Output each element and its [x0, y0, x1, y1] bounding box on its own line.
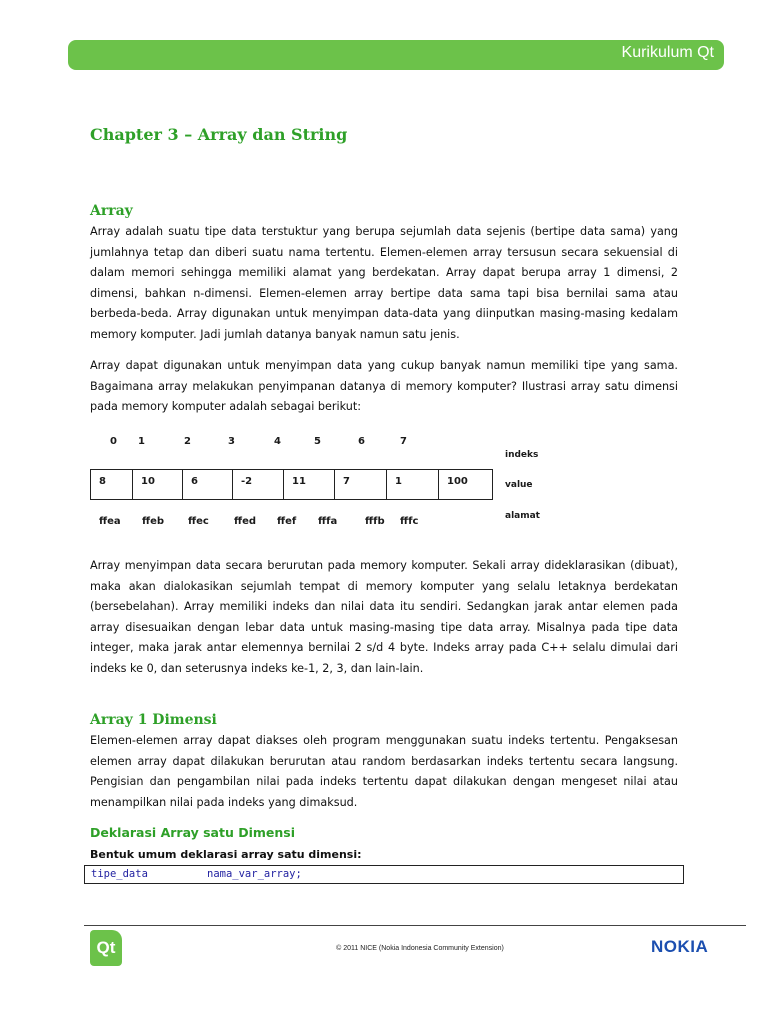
- header-bar: [68, 40, 724, 70]
- form-label: Bentuk umum deklarasi array satu dimensi:: [90, 848, 362, 861]
- diagram-index: 0: [110, 436, 117, 447]
- array-cell: 10: [133, 470, 183, 499]
- diagram-address: ffea: [99, 516, 121, 527]
- array-cell: 7: [335, 470, 387, 499]
- diagram-index: 6: [358, 436, 365, 447]
- paragraph-array-illustration: Array dapat digunakan untuk menyimpan data yang cukup banyak namun memiliki tipe yang sama. Bagaimana array melakukan penyimpanan datanya di memory komputer? Ilustrasi array satu dimensi pada memory komputer adalah sebagai berikut:: [90, 359, 678, 413]
- diagram-address: fffa: [318, 516, 338, 527]
- array-cell: 8: [91, 470, 133, 499]
- code-name: nama_var_array;: [207, 868, 302, 880]
- array-diagram: [90, 430, 590, 540]
- diagram-address: fffc: [400, 516, 419, 527]
- diagram-address: ffec: [188, 516, 209, 527]
- array-cell: 1: [387, 470, 439, 499]
- code-type: tipe_data: [91, 868, 148, 880]
- footer-divider: [84, 925, 746, 926]
- paragraph-array-memory: Array menyimpan data secara berurutan pada memory komputer. Sekali array dideklarasikan (dibuat), maka akan dialokasikan sejumlah tempat di memory komputer yang selalu letaknya berdekatan (bersebelahan). Array memiliki indeks dan nilai data itu sendiri. Sedangkan jarak antar elemen pada array disesuaikan dengan lebar data untuk masing-masing tipe data array. Misalnya pada tipe data integer, maka jarak antar elemennya bernilai 2 s/d 4 byte. Indeks array pada C++ selalu dimulai dari indeks ke 0, dan seterusnya indeks ke-1, 2, 3, dan lain-lain.: [90, 559, 678, 675]
- subheading-deklarasi: Deklarasi Array satu Dimensi: [90, 825, 296, 840]
- code-box: [84, 865, 684, 884]
- diagram-index: 3: [228, 436, 235, 447]
- diagram-index: 7: [400, 436, 407, 447]
- diagram-index: 2: [184, 436, 191, 447]
- qt-logo: Qt: [90, 930, 122, 966]
- paragraph-array-1d: Elemen-elemen array dapat diakses oleh program menggunakan suatu indeks tertentu. Pengaksesan elemen array dapat dilakukan berurutan atau random berdasarkan indeks tertentu secara langsung. Pengisian dan pengambilan nilai pada indeks tertentu dapat dilakukan dengan mengeset nilai atau menampilkan nilai pada indeks yang dimaksud.: [90, 734, 678, 809]
- diagram-index: 5: [314, 436, 321, 447]
- label-value: value: [505, 480, 533, 490]
- header-brand: Kurikulum Qt: [621, 44, 714, 61]
- diagram-address: ffef: [277, 516, 297, 527]
- section-title-array-1d: Array 1 Dimensi: [90, 712, 217, 728]
- footer-copyright: © 2011 NICE (Nokia Indonesia Community Extension): [336, 945, 504, 952]
- diagram-address: ffeb: [142, 516, 165, 527]
- paragraph-array-intro: Array adalah suatu tipe data terstuktur yang berupa sejumlah data sejenis (bertipe data sama) yang jumlahnya tetap dan diberi suatu nama tertentu. Elemen-elemen array tersusun secara sekuensial di dalam memori sehingga memiliki alamat yang berdekatan. Array dapat berupa array 1 dimensi, 2 dimensi, bahkan n-dimensi. Elemen-elemen array bertipe data sama tapi bisa bernilai sama atau berbeda-beda. Array digunakan untuk menyimpan data-data yang diinputkan masing-masing kedalam memory komputer. Jadi jumlah datanya banyak namun satu jenis.: [90, 225, 678, 341]
- label-alamat: alamat: [505, 511, 540, 521]
- array-cells: [90, 469, 493, 500]
- array-cell: 6: [183, 470, 233, 499]
- diagram-index: 4: [274, 436, 281, 447]
- diagram-address: fffb: [365, 516, 385, 527]
- array-cell: 11: [284, 470, 335, 499]
- diagram-address: ffed: [234, 516, 257, 527]
- diagram-index: 1: [138, 436, 145, 447]
- nokia-logo: NOKIA: [651, 937, 709, 956]
- label-indeks: indeks: [505, 450, 539, 460]
- section-title-array: Array: [90, 203, 133, 219]
- array-cell: 100: [447, 476, 468, 487]
- chapter-title: Chapter 3 – Array dan String: [90, 125, 348, 144]
- array-cell: -2: [233, 470, 284, 499]
